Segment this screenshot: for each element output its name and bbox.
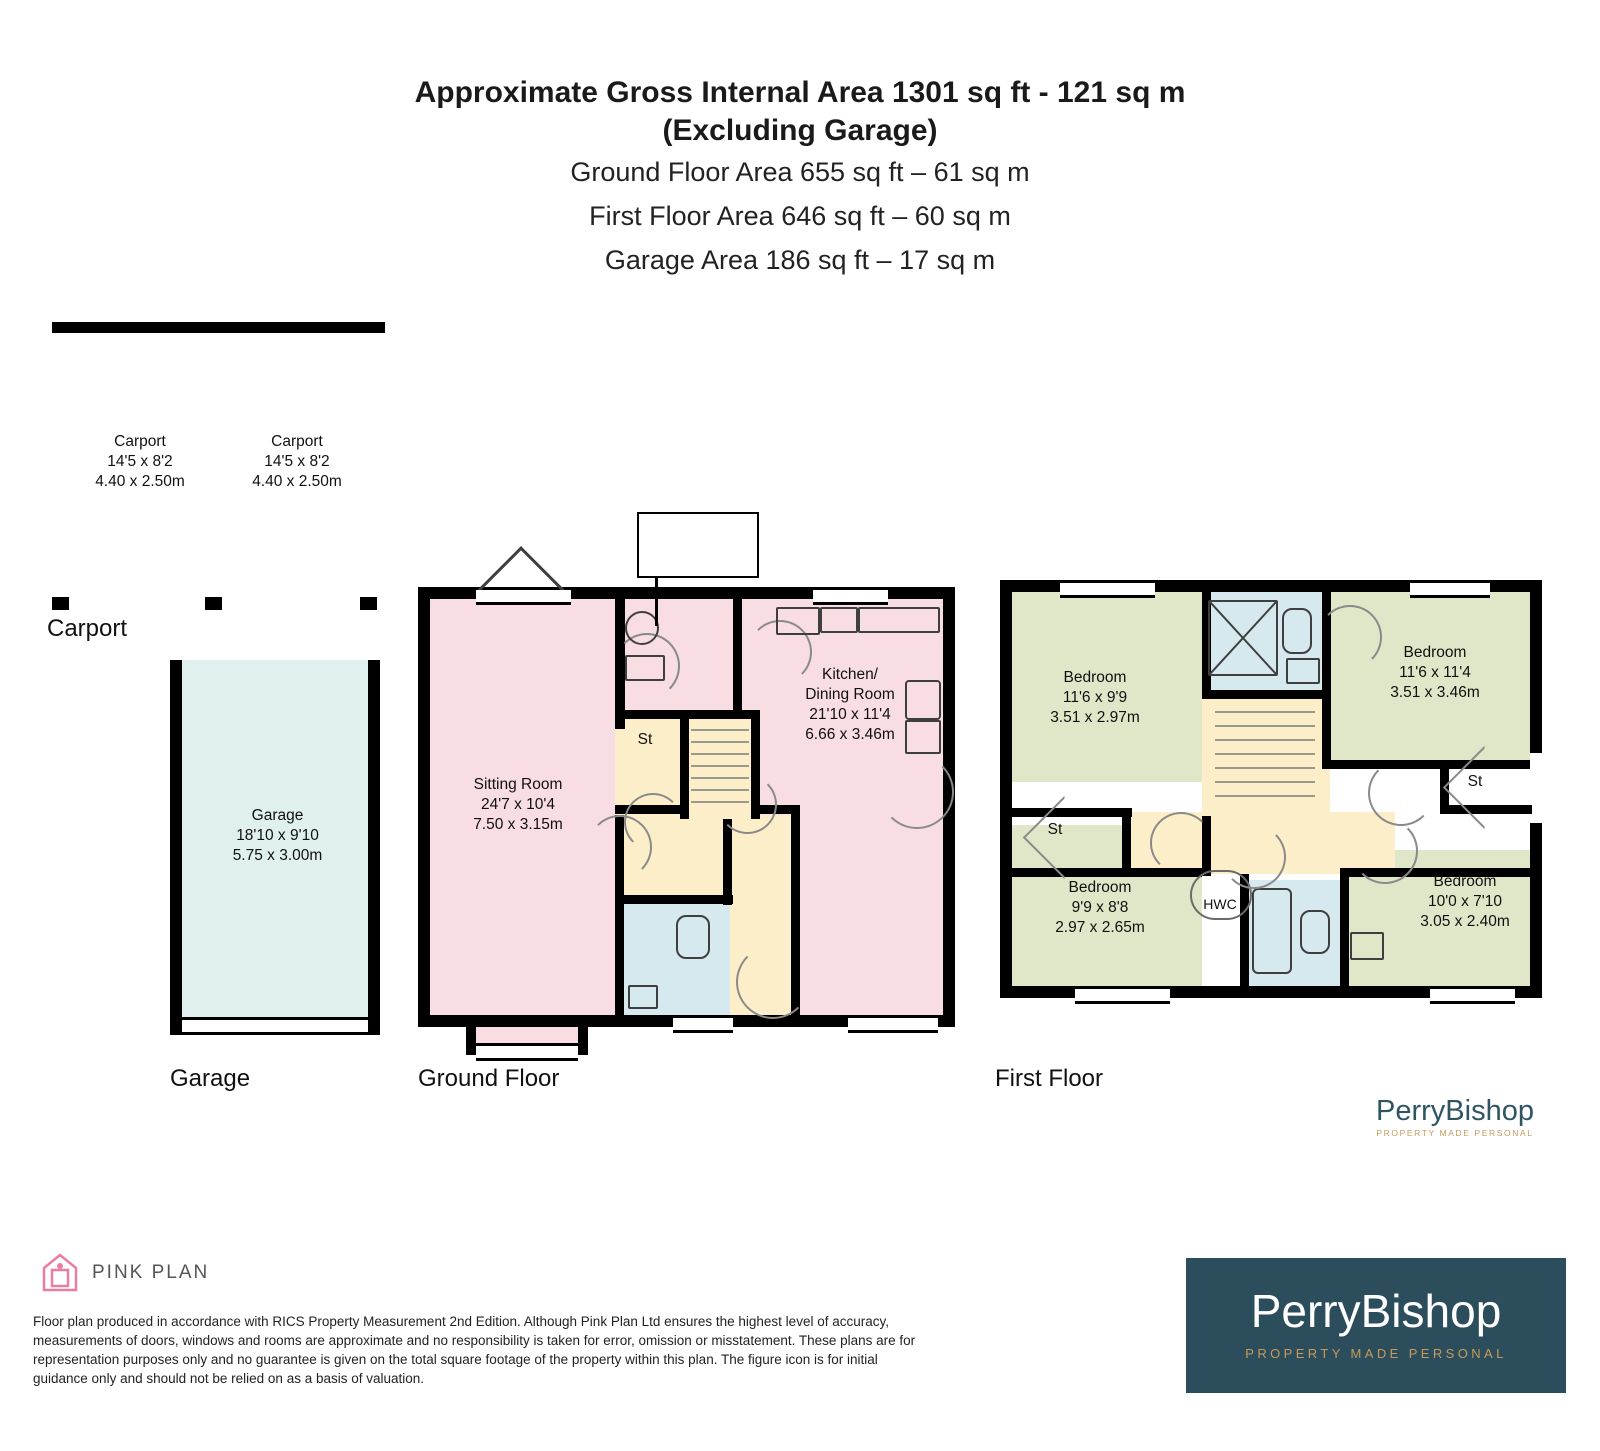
kitchen-imperial: 21'10 x 11'4 <box>809 706 891 723</box>
wash-basin-icon <box>628 985 658 1009</box>
bedroom4-imperial: 10'0 x 7'10 <box>1427 893 1502 910</box>
ff-window-bottom-left <box>1075 986 1170 1004</box>
disclaimer-text: Floor plan produced in accordance with RICS Property Measurement 2nd Edition. Although Pink Plan Ltd ensures the highest level of accuracy, measurements of doors, windows and rooms are approximate and no responsibility is taken for error, omission or misstatement. These plans are for representation purposes only and no guarantee is given on the total square footage of the property within this plan. The figure icon is for initial guidance only and should not be relied on as a basis of valuation. <box>33 1314 916 1386</box>
pinkplan-house-icon <box>38 1250 82 1294</box>
carport-plan-name: Carport <box>47 615 128 642</box>
bathroom-toilet-icon <box>1300 910 1330 954</box>
bay-window <box>476 1043 578 1061</box>
gf-internal-wall-3 <box>680 719 689 819</box>
sitting-room-metric: 7.50 x 3.15m <box>473 816 563 833</box>
garage-title: Garage <box>251 807 304 824</box>
ff-door-arc-bathroom <box>1222 825 1286 889</box>
ground-floor-area: Ground Floor Area 655 sq ft – 61 sq m <box>570 157 1030 187</box>
garage-metric: 5.75 x 3.00m <box>232 847 323 864</box>
bath-icon <box>1252 888 1292 974</box>
worktop-icon <box>858 607 940 633</box>
page-title <box>0 74 1600 282</box>
kitchen-title-line2: Dining Room <box>805 686 895 703</box>
ff-internal-wall-8 <box>1122 817 1131 875</box>
header-rule <box>52 322 385 333</box>
carport-right-metric: 4.40 x 2.50m <box>252 473 342 490</box>
sitting-room-imperial: 24'7 x 10'4 <box>480 796 555 813</box>
utility-callout-box <box>637 512 759 578</box>
garage-door <box>182 1017 368 1035</box>
ensuite-toilet-icon <box>1282 608 1312 654</box>
door-arc-front <box>736 945 810 1019</box>
carport-left-imperial: 14'5 x 8'2 <box>107 453 173 470</box>
store-label-right: St <box>1467 773 1483 790</box>
gf-window-top-right <box>813 587 888 605</box>
sink-icon-1 <box>820 607 858 633</box>
ff-internal-wall-5 <box>1322 697 1331 769</box>
bedroom3-metric: 2.97 x 2.65m <box>1055 919 1145 936</box>
ff-window-right <box>1530 750 1542 826</box>
brand-logo-small <box>1370 1095 1540 1138</box>
carport-pillar-2 <box>205 597 222 610</box>
carport-right-title: Carport <box>271 433 323 450</box>
first-floor-area: First Floor Area 646 sq ft – 60 sq m <box>589 201 1011 231</box>
store-label-ground: St <box>637 731 653 748</box>
excluding-garage-line: (Excluding Garage) <box>662 114 938 147</box>
ff-internal-wall-11 <box>1340 874 1349 986</box>
store-label-left: St <box>1047 821 1063 838</box>
bedroom3-imperial: 9'9 x 8'8 <box>1071 899 1129 916</box>
ff-internal-wall-2 <box>1202 690 1330 699</box>
bedroom4-metric: 3.05 x 2.40m <box>1420 913 1510 930</box>
ff-window-top-left <box>1060 580 1155 598</box>
gross-area-line: Approximate Gross Internal Area 1301 sq ft - 121 sq m <box>414 76 1186 109</box>
sitting-room-title: Sitting Room <box>473 776 563 793</box>
utility-pointer <box>655 574 658 626</box>
ensuite-basin-icon <box>1286 658 1320 684</box>
bedroom3-label <box>1010 878 1190 938</box>
kitchen-dining-label <box>745 665 955 745</box>
bathroom-basin-icon <box>1350 932 1384 960</box>
bedroom3-title: Bedroom <box>1068 879 1132 896</box>
garage-area: Garage Area 186 sq ft – 17 sq m <box>604 245 996 275</box>
gf-internal-wall-7 <box>615 895 733 904</box>
sitting-room-label <box>418 775 618 835</box>
bedroom2-metric: 3.51 x 3.46m <box>1390 684 1480 701</box>
carport-right-imperial: 14'5 x 8'2 <box>264 453 330 470</box>
brand-logo-box <box>1186 1258 1566 1393</box>
ff-window-top-right <box>1410 580 1490 598</box>
bay-wall-right <box>578 1015 588 1055</box>
gf-window-bottom-right <box>848 1015 938 1033</box>
gf-internal-wall-10 <box>733 599 742 719</box>
bedroom1-label <box>1005 668 1185 728</box>
gf-internal-wall-12 <box>791 814 800 914</box>
washer-icon <box>625 611 659 645</box>
ff-window-bottom-right <box>1430 986 1515 1004</box>
garage-plan-name: Garage <box>170 1065 251 1092</box>
pink-plan-wordmark: PINK PLAN <box>92 1262 210 1283</box>
sink-icon-2 <box>776 607 820 635</box>
bay-wall-left <box>466 1015 476 1055</box>
carport-right-label <box>232 432 362 492</box>
hwc-label: HWC <box>1203 896 1237 912</box>
brand-name: PerryBishop <box>1250 1285 1502 1337</box>
shower-cross-icon <box>1210 602 1276 674</box>
staircase <box>689 719 751 819</box>
shower-icon <box>1208 600 1278 676</box>
pink-plan-icon <box>38 1250 82 1299</box>
door-arc-back <box>880 755 954 829</box>
ground-floor-plan-name: Ground Floor <box>418 1065 560 1092</box>
toilet-icon <box>676 915 710 959</box>
carport-pillar-1 <box>52 597 69 610</box>
brand-tagline: PROPERTY MADE PERSONAL <box>1245 1346 1507 1361</box>
brand-name-small: PerryBishop <box>1376 1095 1534 1127</box>
kitchen-title-line1: Kitchen/ <box>821 666 878 683</box>
staircase-first <box>1211 699 1321 811</box>
bedroom1-imperial: 11'6 x 9'9 <box>1062 689 1128 706</box>
bedroom1-metric: 3.51 x 2.97m <box>1050 709 1140 726</box>
carport-left-label <box>75 432 205 492</box>
utility-unit-icon <box>625 655 665 681</box>
garage-imperial: 18'10 x 9'10 <box>236 827 319 844</box>
carport-left-metric: 4.40 x 2.50m <box>95 473 185 490</box>
carport-pillar-3 <box>360 597 377 610</box>
bedroom4-label <box>1375 872 1555 932</box>
bedroom1-title: Bedroom <box>1063 669 1127 686</box>
garage-room-label <box>175 806 380 866</box>
brand-tagline-small: PROPERTY MADE PERSONAL <box>1376 1128 1534 1138</box>
bedroom2-label <box>1340 643 1530 703</box>
bedroom2-imperial: 11'6 x 11'4 <box>1399 664 1471 681</box>
first-floor-plan-name: First Floor <box>995 1065 1103 1092</box>
ff-door-arc-bed2 <box>1368 760 1434 826</box>
kitchen-metric: 6.66 x 3.46m <box>805 726 895 743</box>
bedroom4-title: Bedroom <box>1433 873 1497 890</box>
gf-door-front <box>673 1015 733 1033</box>
bedroom2-title: Bedroom <box>1403 644 1467 661</box>
carport-left-title: Carport <box>114 433 166 450</box>
ff-door-arc-bed3 <box>1150 812 1212 874</box>
